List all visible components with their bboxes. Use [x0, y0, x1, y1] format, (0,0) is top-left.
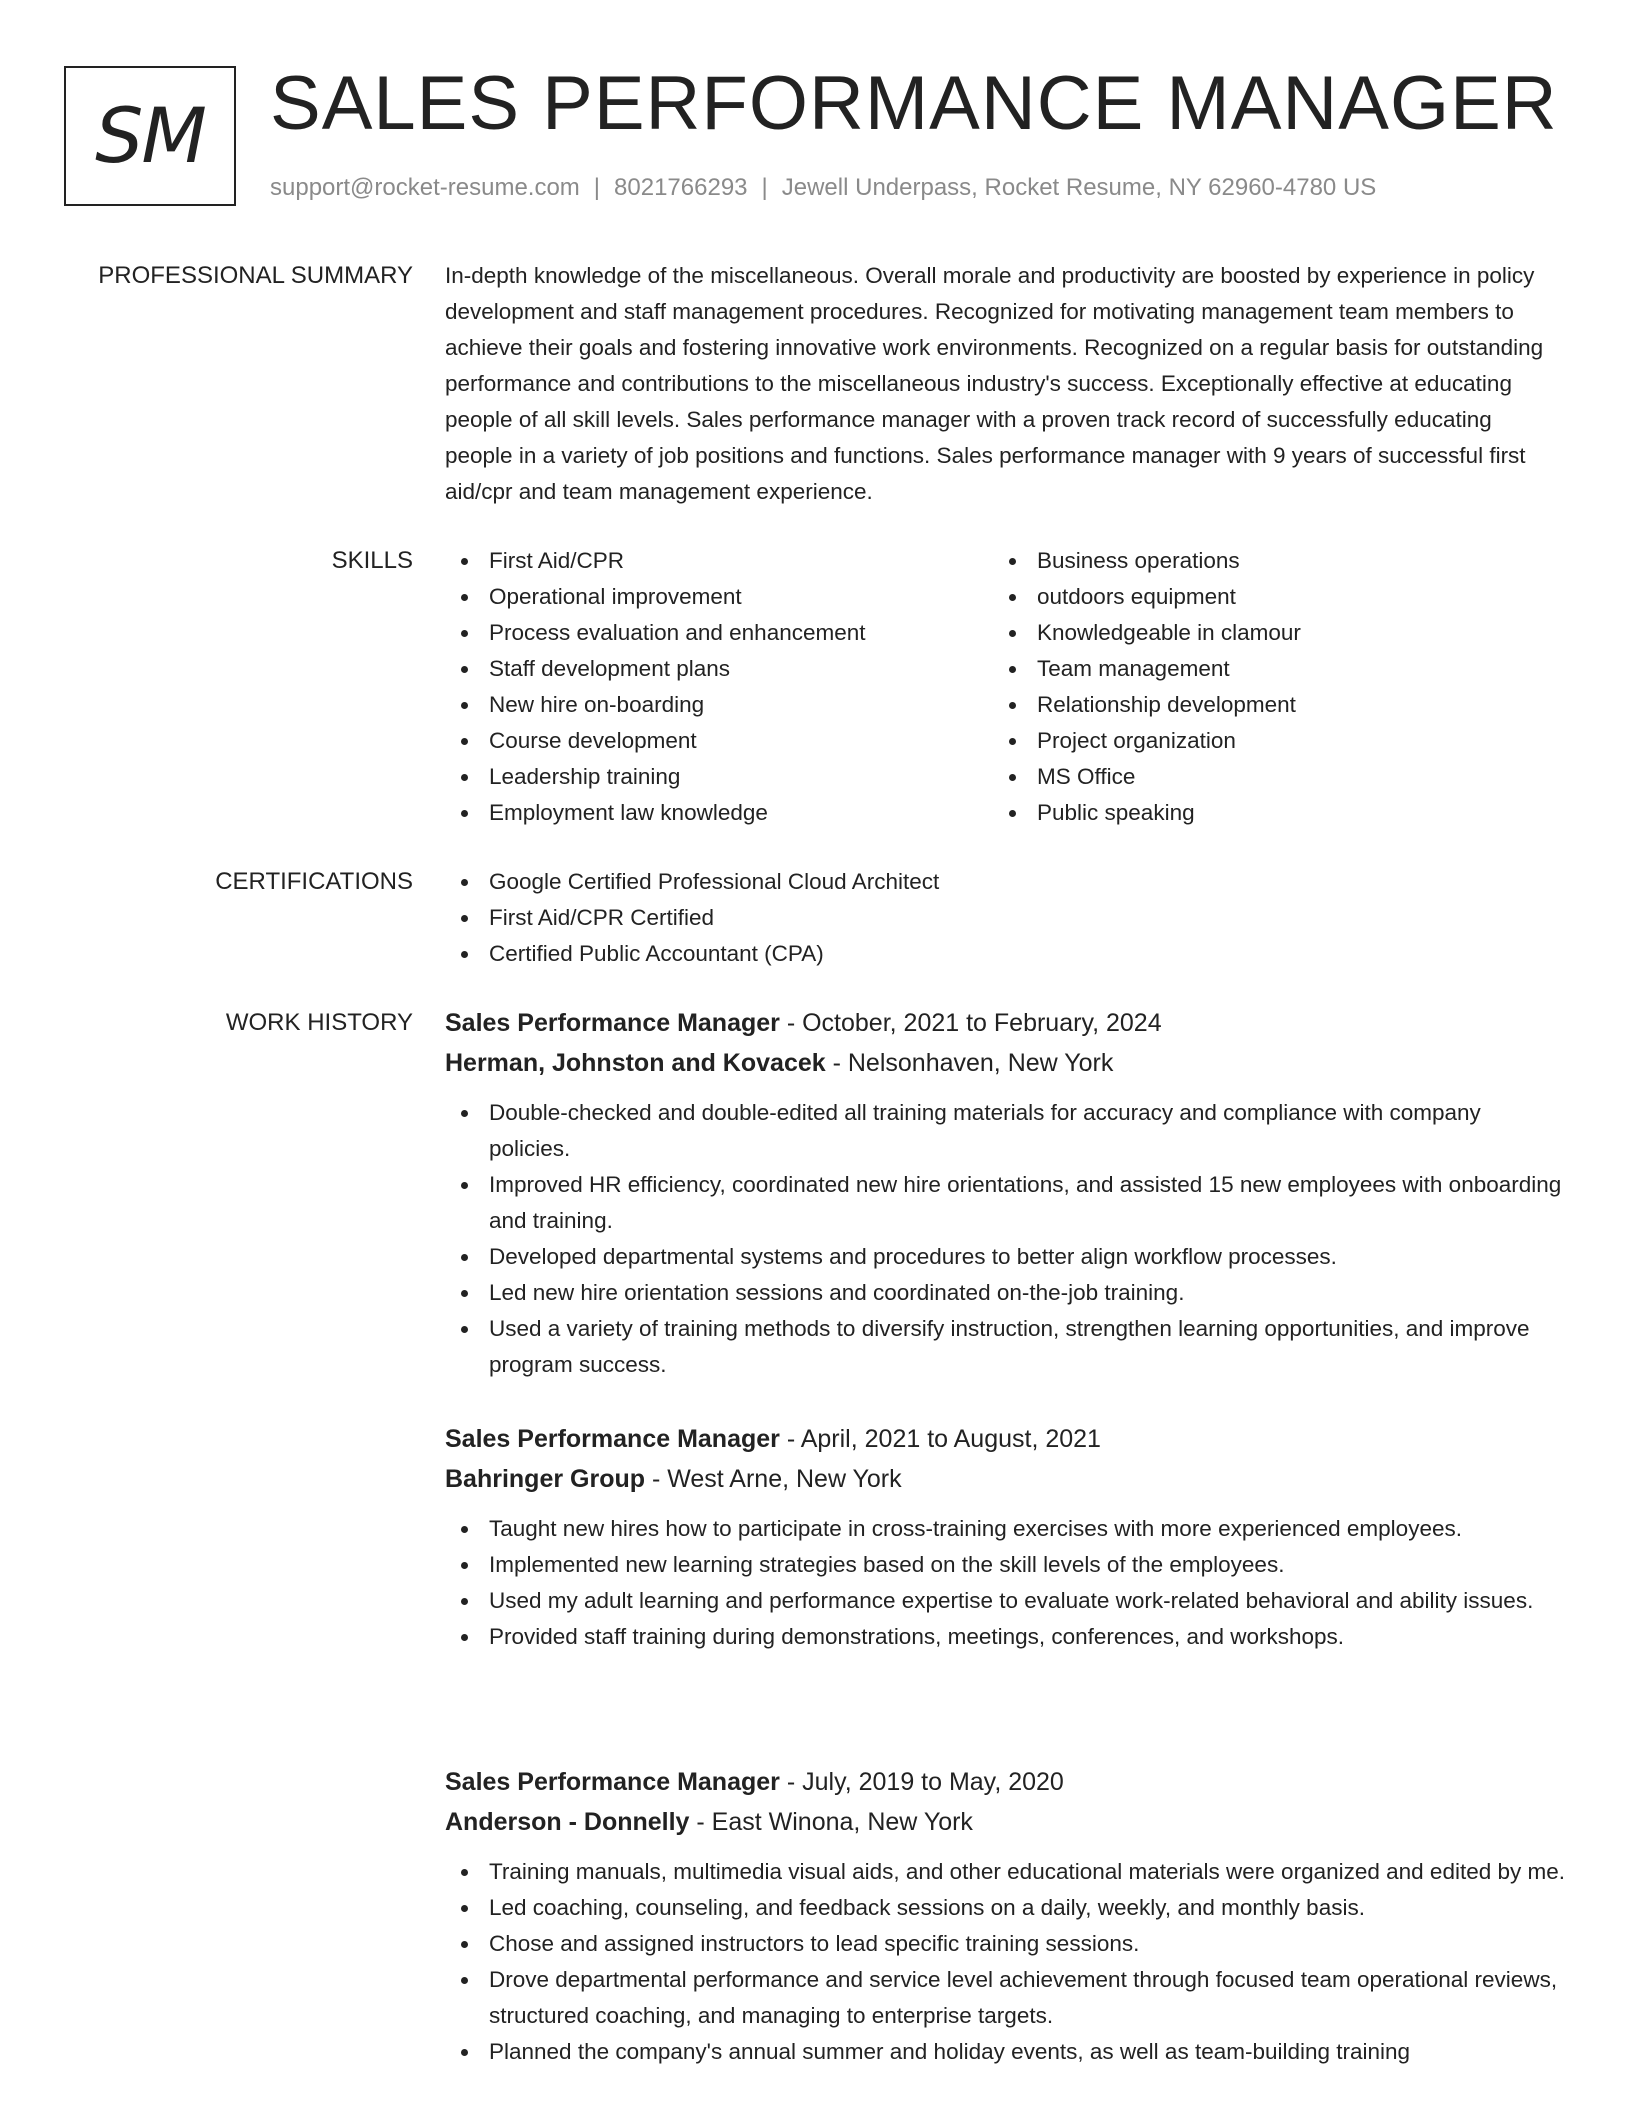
- job-company-line: [445, 1043, 1565, 1083]
- skill-item: Project organization: [993, 723, 1541, 759]
- job-dates: - July, 2019 to May, 2020: [779, 1768, 1064, 1796]
- job-location: - East Winona, New York: [689, 1808, 973, 1836]
- job-duties-list: [445, 1095, 1565, 1383]
- job-title-line: [445, 1419, 1565, 1459]
- skill-item: First Aid/CPR: [445, 543, 993, 579]
- job-duty: Planned the company's annual summer and holiday events, as well as team-building training: [445, 2034, 1565, 2070]
- contact-address: Jewell Underpass, Rocket Resume, NY 62960-4780 US: [781, 174, 1377, 201]
- certification-item: Google Certified Professional Cloud Architect: [445, 864, 1565, 900]
- job-title-line: [445, 1003, 1565, 1043]
- job-duty: Led coaching, counseling, and feedback sessions on a daily, weekly, and monthly basis.: [445, 1890, 1565, 1926]
- job-company: Herman, Johnston and Kovacek: [445, 1049, 826, 1077]
- job-duties-list: [445, 1511, 1565, 1655]
- skills-heading: SKILLS: [331, 547, 413, 574]
- skill-item: Knowledgeable in clamour: [993, 615, 1541, 651]
- skills-list-left: [445, 543, 993, 831]
- job-duty: Led new hire orientation sessions and coordinated on-the-job training.: [445, 1275, 1565, 1311]
- certifications-list: [445, 864, 1565, 972]
- job-company-line: [445, 1802, 1565, 1842]
- job-duty: Drove departmental performance and service level achievement through focused team operational reviews, structured coaching, and managing to enterprise targets.: [445, 1962, 1565, 2034]
- job-location: - West Arne, New York: [645, 1465, 902, 1493]
- skill-item: New hire on-boarding: [445, 687, 993, 723]
- job-duty: Improved HR efficiency, coordinated new hire orientations, and assisted 15 new employees with onboarding and training.: [445, 1167, 1565, 1239]
- job-title: Sales Performance Manager: [445, 1768, 780, 1796]
- job-title: Sales Performance Manager: [445, 1425, 780, 1453]
- skill-item: MS Office: [993, 759, 1541, 795]
- job-company: Bahringer Group: [445, 1465, 646, 1493]
- job-duty: Training manuals, multimedia visual aids, and other educational materials were organized and edited by me.: [445, 1854, 1565, 1890]
- skills-list-right: [993, 543, 1541, 831]
- job-company: Anderson - Donnelly: [445, 1808, 690, 1836]
- skill-item: Public speaking: [993, 795, 1541, 831]
- monogram-logo: [64, 66, 236, 206]
- certification-item: Certified Public Accountant (CPA): [445, 936, 1565, 972]
- skill-item: Relationship development: [993, 687, 1541, 723]
- contact-separator: |: [761, 174, 768, 201]
- skill-item: Operational improvement: [445, 579, 993, 615]
- contact-phone: 8021766293: [614, 174, 748, 201]
- contact-line: [270, 174, 1376, 203]
- resume-name-title: SALES PERFORMANCE MANAGER: [270, 61, 1558, 146]
- job-title: Sales Performance Manager: [445, 1009, 780, 1037]
- job-duty: Provided staff training during demonstrations, meetings, conferences, and workshops.: [445, 1619, 1565, 1655]
- skill-item: outdoors equipment: [993, 579, 1541, 615]
- certifications-heading: CERTIFICATIONS: [215, 868, 413, 895]
- skill-item: Process evaluation and enhancement: [445, 615, 993, 651]
- summary-text: In-depth knowledge of the miscellaneous. Overall morale and productivity are boosted by experience in policy development and staff management procedures. Recognized for motivating management team members to achieve their goals and fostering innovative work environments. Recognized on a regular basis for outstanding performance and contributions to the miscellaneous industry's success. Exceptionally effective at educating people of all skill levels. Sales performance manager with a proven track record of successfully educating people in a variety of job positions and functions. Sales performance manager with 9 years of successful first aid/cpr and team management experience.: [445, 263, 1544, 504]
- skills-grid: [445, 543, 1565, 831]
- skill-item: Business operations: [993, 543, 1541, 579]
- job-duties-list: [445, 1854, 1565, 2070]
- skill-item: Staff development plans: [445, 651, 993, 687]
- skill-item: Employment law knowledge: [445, 795, 993, 831]
- job-duty: Chose and assigned instructors to lead specific training sessions.: [445, 1926, 1565, 1962]
- job-duty: Double-checked and double-edited all training materials for accuracy and compliance with company policies.: [445, 1095, 1565, 1167]
- work-history-heading: WORK HISTORY: [225, 1009, 413, 1036]
- summary-heading: PROFESSIONAL SUMMARY: [98, 262, 413, 289]
- skill-item: Course development: [445, 723, 993, 759]
- contact-separator: |: [593, 174, 601, 201]
- job-dates: - October, 2021 to February, 2024: [779, 1009, 1162, 1037]
- certification-item: First Aid/CPR Certified: [445, 900, 1565, 936]
- job-dates: - April, 2021 to August, 2021: [779, 1425, 1101, 1453]
- job-company-line: [445, 1459, 1565, 1499]
- job-duty: Developed departmental systems and procedures to better align workflow processes.: [445, 1239, 1565, 1275]
- contact-email: support@rocket-resume.com: [270, 174, 580, 201]
- job-duty: Taught new hires how to participate in cross-training exercises with more experienced employees.: [445, 1511, 1565, 1547]
- monogram-text: SM: [95, 91, 205, 180]
- skill-item: Team management: [993, 651, 1541, 687]
- job-duty: Implemented new learning strategies based on the skill levels of the employees.: [445, 1547, 1565, 1583]
- job-duty: Used a variety of training methods to diversify instruction, strengthen learning opportunities, and improve program success.: [445, 1311, 1565, 1383]
- job-duty: Used my adult learning and performance expertise to evaluate work-related behavioral and ability issues.: [445, 1583, 1565, 1619]
- skill-item: Leadership training: [445, 759, 993, 795]
- job-title-line: [445, 1762, 1565, 1802]
- job-location: - Nelsonhaven, New York: [825, 1049, 1114, 1077]
